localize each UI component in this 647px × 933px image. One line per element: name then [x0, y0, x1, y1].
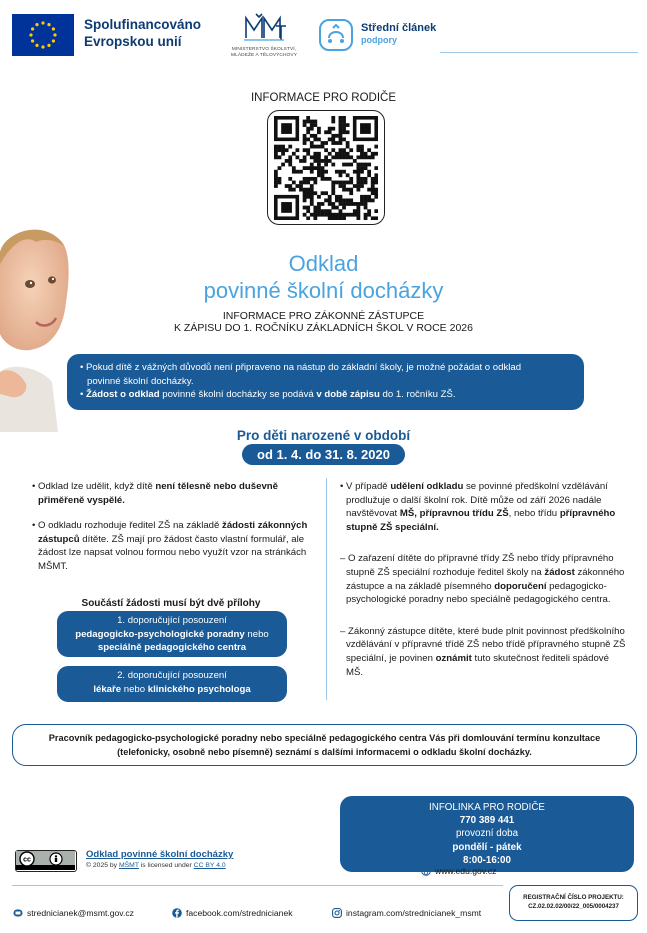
intro-info-box — [67, 354, 584, 410]
helpline-days: pondělí - pátek — [452, 841, 522, 853]
msmt-sub-line1: MINISTERSTVO ŠKOLSTVÍ, — [231, 47, 297, 52]
registration-number-box: REGISTRAČNÍ ČÍSLO PROJEKTU: CZ.02.02.02/00/22_005/0004237 — [509, 885, 638, 921]
eu-cofinanced-text: Spolufinancováno Evropskou unií — [84, 17, 202, 49]
facebook-icon — [172, 908, 182, 918]
header-divider — [440, 52, 638, 53]
instagram-link[interactable]: instagram.com/strednicianek_msmt — [332, 908, 481, 918]
msmt-logo — [222, 12, 306, 58]
scp-text: Střední článek podpory — [361, 22, 437, 45]
cc-license-link[interactable]: CC BY 4.0 — [193, 862, 226, 869]
cc-by-license-icon — [15, 850, 77, 872]
period-dates-badge: od 1. 4. do 31. 8. 2020 — [242, 444, 405, 465]
attachment-2-box: 2. doporučující posouzení lékaře nebo klinického psychologa — [57, 666, 287, 702]
license-block: Odklad povinné školní docházky © 2025 by MŠMT is licensed under CC BY 4.0 — [86, 849, 234, 869]
intro-bullet-2: • Žádost o odklad povinné školní docházky se podává v době zápisu do 1. ročníku ZŠ. — [80, 389, 456, 400]
helpline-hours: 8:00-16:00 — [463, 854, 511, 866]
left-column — [30, 480, 312, 586]
instagram-icon — [332, 908, 342, 918]
globe-icon — [421, 866, 431, 876]
scp-logo-icon — [318, 18, 354, 52]
main-title: Odklad povinné školní docházky — [203, 251, 444, 303]
subtitle: INFORMACE PRO ZÁKONNÉ ZÁSTUPCE K ZÁPISU DO 1. ROČNÍKU ZÁKLADNÍCH ŠKOL V ROCE 2026 — [174, 310, 473, 334]
helpline-phone[interactable]: 770 389 441 — [459, 815, 515, 827]
right-column — [338, 480, 628, 692]
attachments-heading: Součástí žádosti musí být dvě přílohy — [81, 598, 261, 609]
msmt-monogram-icon — [234, 12, 294, 42]
info-for-parents-label: INFORMACE PRO RODIČE — [250, 92, 397, 104]
email-link[interactable]: strednicianek@msmt.gov.cz — [13, 908, 134, 918]
period-title: Pro děti narozené v období — [236, 428, 411, 443]
column-divider — [326, 478, 327, 700]
right-bullet-1: • V případě udělení odkladu se povinné předškolní vzdělávání prodlužuje o další školní rok. Dítě může od září 2026 nadále navštěvovat MŠ, přípravnou třídu ZŠ, nebo třídu přípravného stupně ZŠ speciální. — [340, 481, 616, 533]
left-bullet-2: • O odkladu rozhoduje ředitel ZŠ na základě žádosti zákonných zástupců dítěte. ZŠ mají pro žádost často vlastní formulář, ale žádost lze napsat volnou formou nebo využít vzor na stránkách MŠMT. — [32, 520, 308, 572]
eu-flag-logo — [12, 14, 74, 56]
right-dash-2: – Zákonný zástupce dítěte, které bude plnit povinnost předškolního vzdělávání v přípravné třídě ZŠ nebo třídě přípravného stupně ZŠ speciální, je povinen oznámit tuto skutečnost řediteli spádové MŠ. — [340, 625, 626, 678]
left-bullet-1: • Odklad lze udělit, když dítě není tělesně nebo duševně přiměřeně vyspělé. — [32, 481, 278, 506]
email-icon — [13, 908, 23, 918]
helpline-title: INFOLINKA PRO RODIČE — [429, 802, 545, 813]
qr-code[interactable] — [267, 110, 385, 225]
facebook-link[interactable]: facebook.com/strednicianek — [172, 908, 293, 918]
license-title-link[interactable]: Odklad povinné školní docházky — [86, 849, 234, 860]
msmt-link[interactable]: MŠMT — [118, 862, 139, 869]
msmt-sub-line2: MLÁDEŽE A TĚLOVÝCHOVY — [231, 52, 297, 58]
website-link[interactable]: www.edu.gov.cz — [421, 866, 496, 876]
intro-bullet-1: • Pokud dítě z vážných důvodů není připraveno na nástup do základní školy, je možné požádat o odklad povinné školní docházky. — [80, 362, 522, 387]
footer-divider — [12, 885, 503, 886]
consultation-notice: Pracovník pedagogicko-psychologické poradny nebo speciálně pedagogického centra Vás při domlouvání termínu konzultace (telefonicky, osobně nebo písemně) seznámí s dalšími informacemi o odkladu školní docházky. — [12, 724, 637, 766]
attachment-1-box: 1. doporučující posouzení pedagogicko-psychologické poradny nebo speciálně pedagogického centra — [57, 611, 287, 657]
helpline-box — [340, 796, 634, 872]
svg-text:cc: cc — [23, 856, 31, 864]
helpline-hours-label: provozní doba — [455, 828, 519, 840]
right-dash-1: – O zařazení dítěte do přípravné třídy ZŠ nebo třídy přípravného stupně ZŠ speciální rozhoduje ředitel školy na žádost zákonného zástupce a na základě písemného doporučení pedagogicko-psychologické poradny nebo speciálně pedagogického centra. — [340, 553, 625, 606]
